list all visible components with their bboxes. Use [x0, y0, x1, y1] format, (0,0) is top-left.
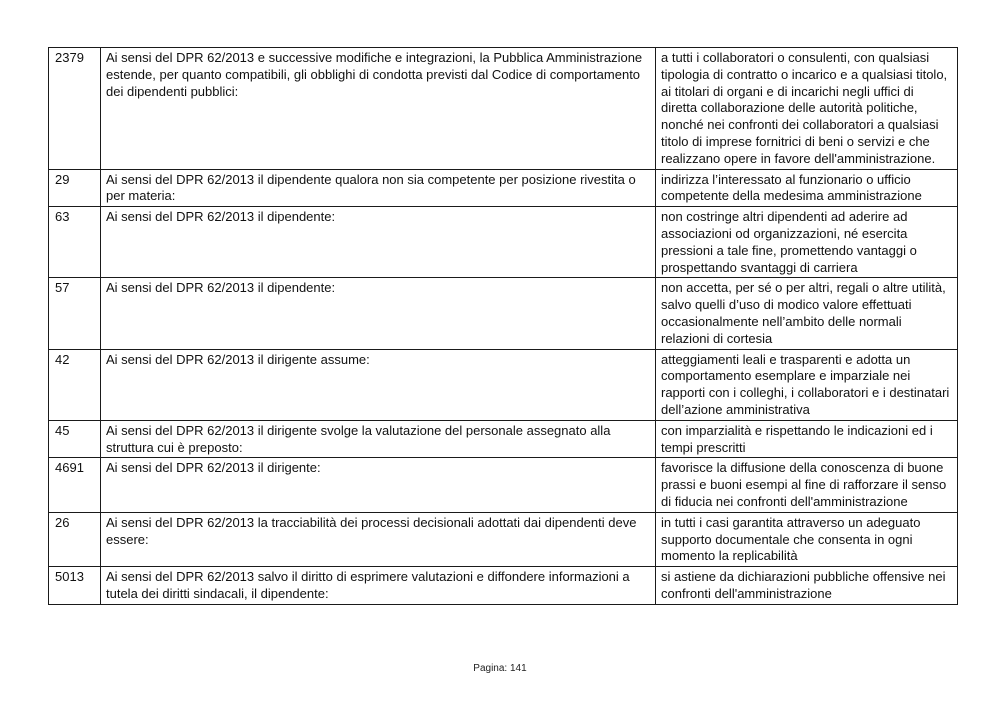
question-id: 45 — [49, 420, 101, 458]
table-row — [49, 458, 958, 512]
question-text: Ai sensi del DPR 62/2013 il dirigente assume: — [101, 349, 656, 420]
question-id: 4691 — [49, 458, 101, 512]
answer-text: favorisce la diffusione della conoscenza di buone prassi e buoni esempi al fine di rafforzare il senso di fiducia nei confronti dell'amministrazione — [656, 458, 958, 512]
page-number: Pagina: 141 — [473, 663, 527, 674]
table-row — [49, 169, 958, 207]
table-row — [49, 512, 958, 566]
table-row — [49, 48, 958, 170]
question-text: Ai sensi del DPR 62/2013 il dipendente qualora non sia competente per posizione rivestita o per materia: — [101, 169, 656, 207]
answer-text: non accetta, per sé o per altri, regali o altre utilità, salvo quelli d’uso di modico valore effettuati occasionalmente nell’ambito delle normali relazioni di cortesia — [656, 278, 958, 349]
question-text: Ai sensi del DPR 62/2013 la tracciabilità dei processi decisionali adottati dai dipendenti deve essere: — [101, 512, 656, 566]
question-text: Ai sensi del DPR 62/2013 il dirigente: — [101, 458, 656, 512]
table-row — [49, 278, 958, 349]
question-text: Ai sensi del DPR 62/2013 il dipendente: — [101, 207, 656, 278]
question-id: 42 — [49, 349, 101, 420]
table-row — [49, 349, 958, 420]
table-row — [49, 420, 958, 458]
question-id: 63 — [49, 207, 101, 278]
question-id: 57 — [49, 278, 101, 349]
question-text: Ai sensi del DPR 62/2013 e successive modifiche e integrazioni, la Pubblica Amministrazione estende, per quanto compatibili, gli obblighi di condotta previsti dal Codice di comportamento dei dipendenti pubblici: — [101, 48, 656, 170]
question-id: 29 — [49, 169, 101, 207]
answer-text: con imparzialità e rispettando le indicazioni ed i tempi prescritti — [656, 420, 958, 458]
question-id: 2379 — [49, 48, 101, 170]
question-text: Ai sensi del DPR 62/2013 salvo il diritto di esprimere valutazioni e diffondere informazioni a tutela dei diritti sindacali, il dipendente: — [101, 567, 656, 605]
answer-text: non costringe altri dipendenti ad aderire ad associazioni od organizzazioni, né esercita pressioni a tale fine, promettendo vantaggi o prospettando svantaggi di carriera — [656, 207, 958, 278]
table-row — [49, 207, 958, 278]
question-text: Ai sensi del DPR 62/2013 il dipendente: — [101, 278, 656, 349]
table-row — [49, 567, 958, 605]
question-text: Ai sensi del DPR 62/2013 il dirigente svolge la valutazione del personale assegnato alla struttura cui è preposto: — [101, 420, 656, 458]
answer-text: a tutti i collaboratori o consulenti, con qualsiasi tipologia di contratto o incarico e a qualsiasi titolo, ai titolari di organi e di incarichi negli uffici di diretta collaborazione delle autorità politiche, nonché nei confronti dei collaboratori a qualsiasi titolo di imprese fornitrici di beni o servizi e che realizzano opere in favore dell'amministrazione. — [656, 48, 958, 170]
question-table — [48, 47, 958, 605]
answer-text: atteggiamenti leali e trasparenti e adotta un comportamento esemplare e imparziale nei rapporti con i colleghi, i collaboratori e i destinatari dell’azione amministrativa — [656, 349, 958, 420]
question-id: 26 — [49, 512, 101, 566]
answer-text: indirizza l’interessato al funzionario o ufficio competente della medesima amministrazione — [656, 169, 958, 207]
answer-text: in tutti i casi garantita attraverso un adeguato supporto documentale che consenta in ogni momento la replicabilità — [656, 512, 958, 566]
question-id: 5013 — [49, 567, 101, 605]
answer-text: si astiene da dichiarazioni pubbliche offensive nei confronti dell'amministrazione — [656, 567, 958, 605]
